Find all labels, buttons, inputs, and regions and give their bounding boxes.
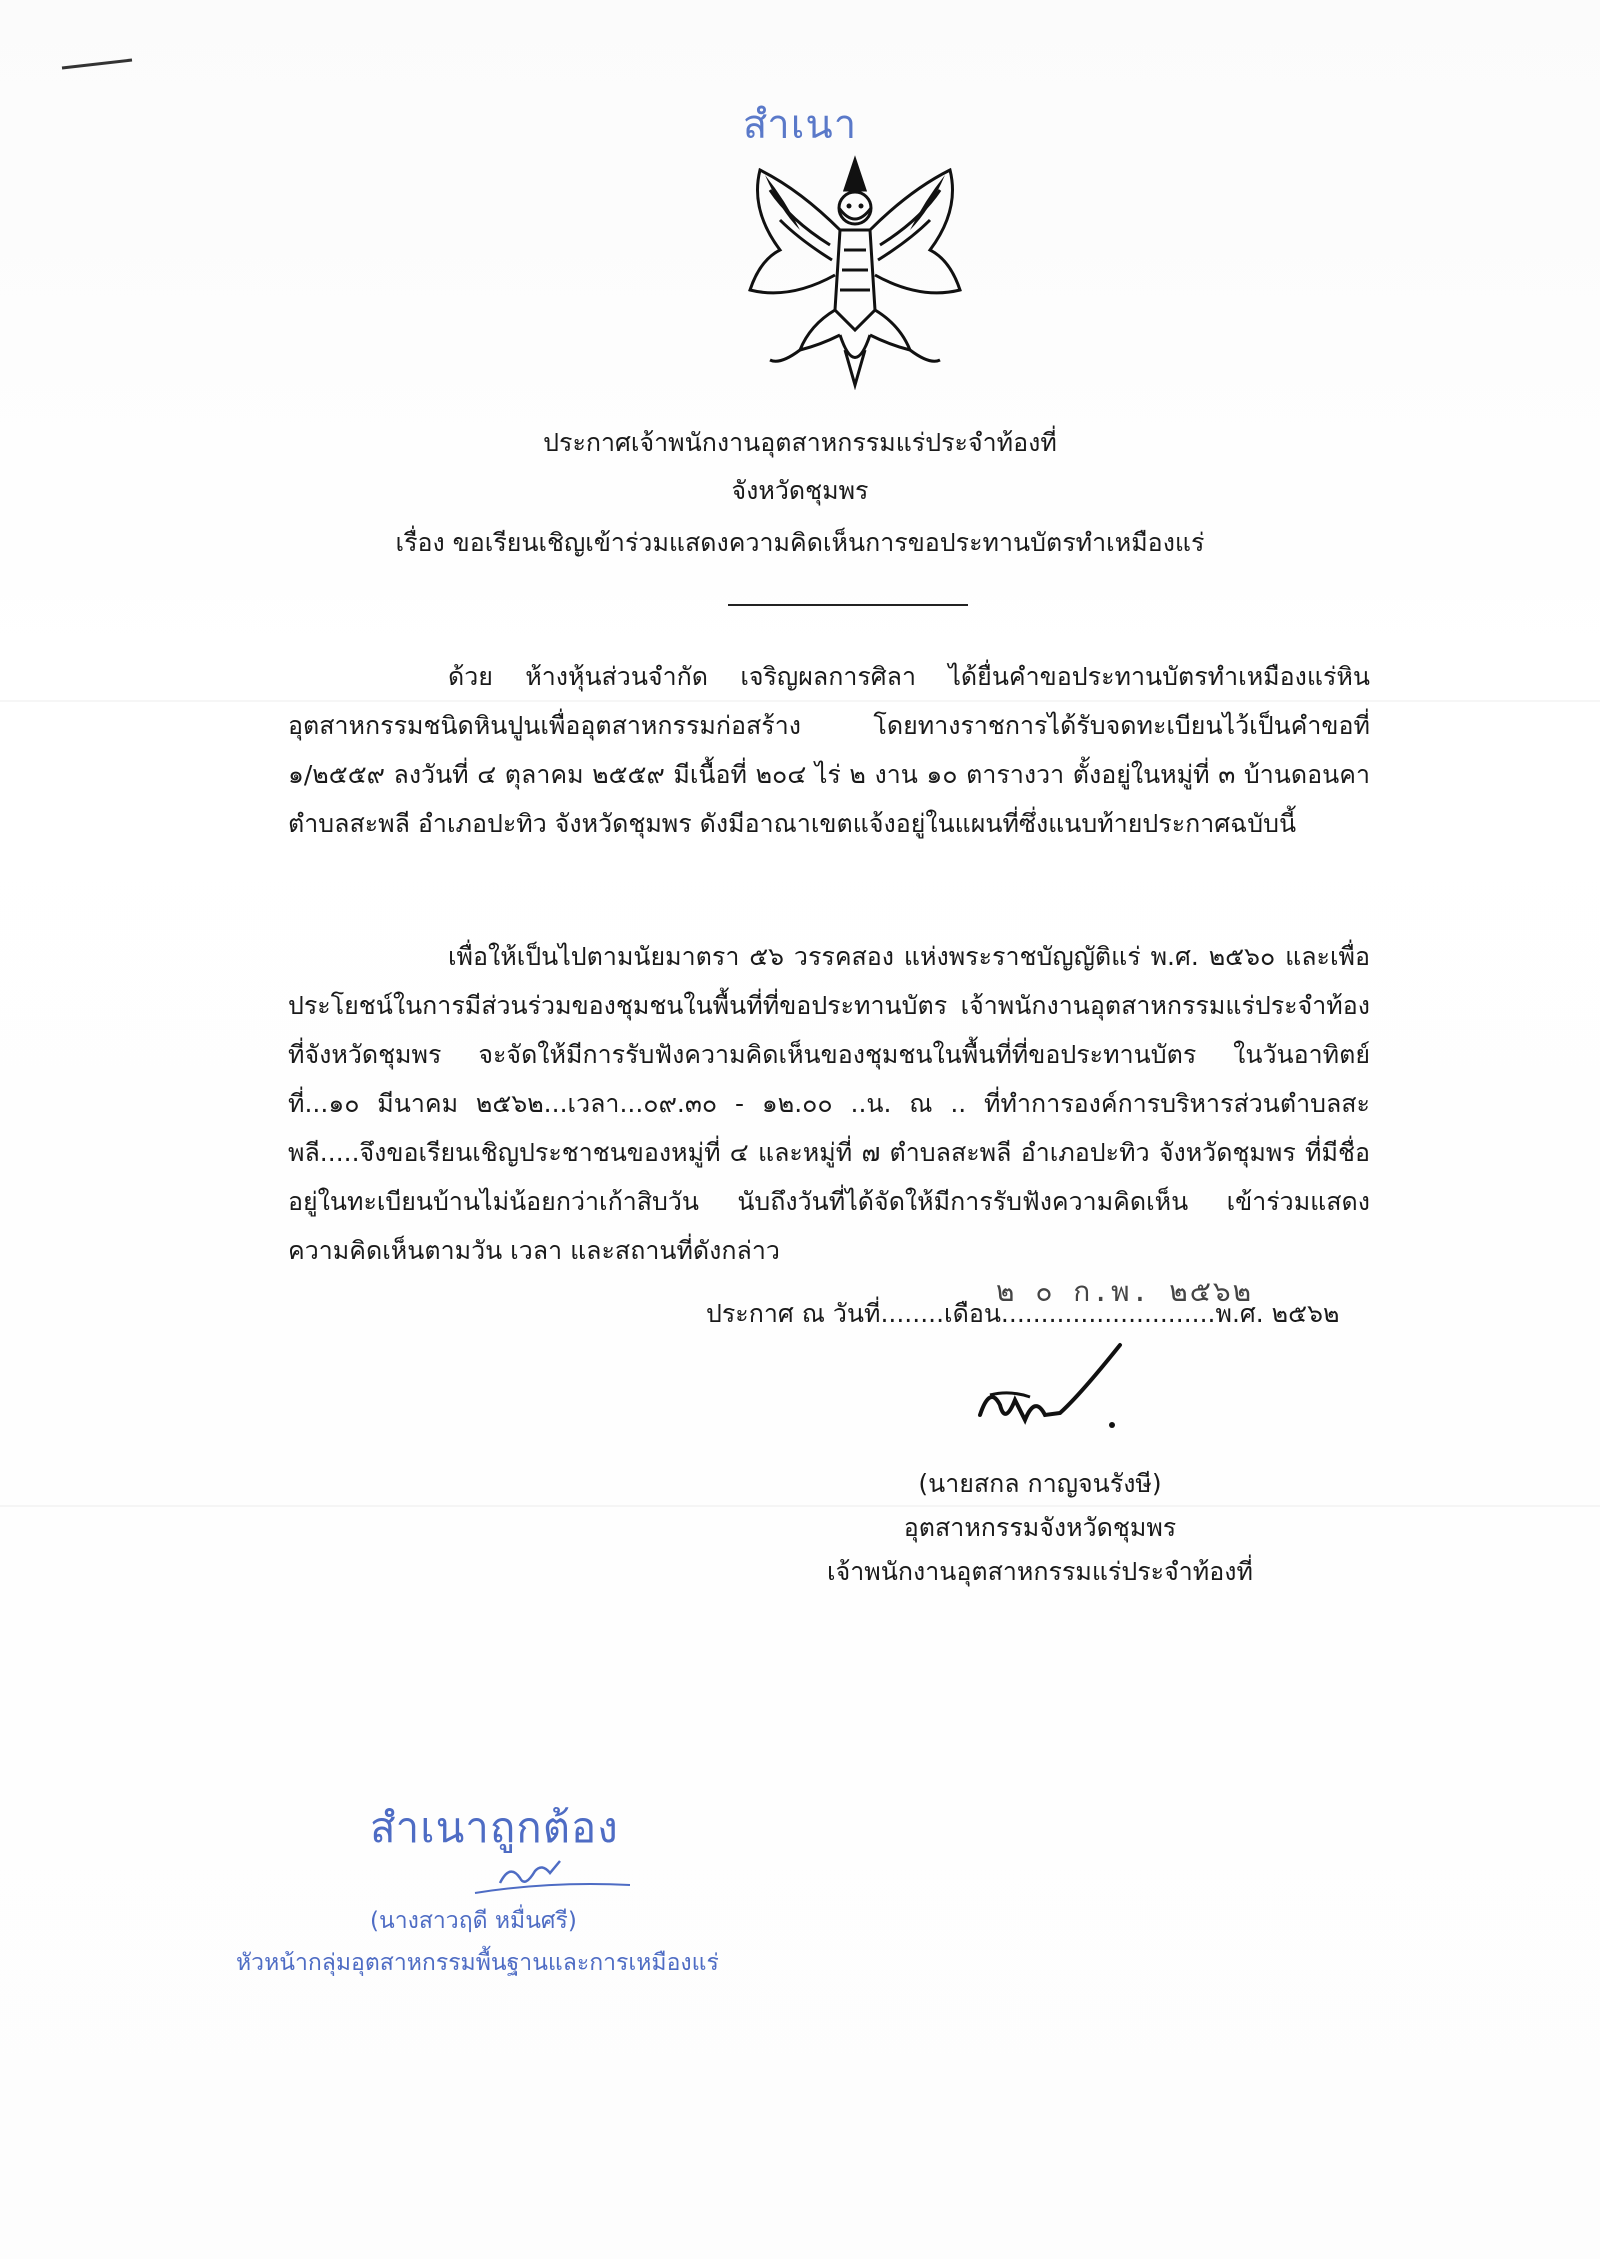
signatory-block [800,1462,1280,1594]
scan-mark [60,56,140,76]
garuda-emblem-icon [740,150,970,390]
signatory-position-2: เจ้าพนักงานอุตสาหกรรมแร่ประจำท้องที่ [827,1557,1253,1586]
certification-title: สำเนาถูกต้อง [370,1803,619,1852]
certifier-initials-mark [470,1843,630,1903]
body-paragraph-2: เพื่อให้เป็นไปตามนัยมาตรา ๕๖ วรรคสอง แห่งพระราชบัญญัติแร่ พ.ศ. ๒๕๖๐ และเพื่อประโยชน์ในการมีส่วนร่วมของชุมชนในพื้นที่ที่ขอประทานบัตร เจ้าพนักงานอุตสาหกรรมแร่ประจำท้องที่จังหวัดชุมพร จะจัดให้มีการรับฟังความคิดเห็นของชุมชนในพื้นที่ที่ขอประทานบัตร ในวันอาทิตย์ที่...๑๐ มีนาคม ๒๕๖๒...เวลา...๐๙.๓๐ - ๑๒.๐๐ ..น. ณ .. ที่ทำการองค์การบริหารส่วนตำบลสะพลี.....จึงขอเรียนเชิญประชาชนของหมู่ที่ ๔ และหมู่ที่ ๗ ตำบลสะพลี อำเภอปะทิว จังหวัดชุมพร ที่มีชื่ออยู่ในทะเบียนบ้านไม่น้อยกว่าเก้าสิบวัน นับถึงวันที่ได้จัดให้มีการรับฟังความคิดเห็น เข้าร่วมแสดงความคิดเห็นตามวัน เวลา และสถานที่ดังกล่าว [288,942,1370,1265]
body-paragraph-1: ด้วย ห้างหุ้นส่วนจำกัด เจริญผลการศิลา ได้ยื่นคำขอประทานบัตรทำเหมืองแร่หินอุตสาหกรรมชนิดหินปูนเพื่ออุตสาหกรรมก่อสร้าง โดยทางราชการได้รับจดทะเบียนไว้เป็นคำขอที่ ๑/๒๕๕๙ ลงวันที่ ๔ ตุลาคม ๒๕๕๙ มีเนื้อที่ ๒๐๔ ไร่ ๒ งาน ๑๐ ตารางวา ตั้งอยู่ในหมู่ที่ ๓ บ้านดอนคา ตำบลสะพลี อำเภอปะทิว จังหวัดชุมพร ดังมีอาณาเขตแจ้งอยู่ในแผนที่ซึ่งแนบท้ายประกาศฉบับนี้ [288,662,1370,838]
announcement-title: ประกาศเจ้าพนักงานอุตสาหกรรมแร่ประจำท้องที่ [543,428,1057,457]
certifier-position: หัวหน้ากลุ่มอุตสาหกรรมพื้นฐานและการเหมืองแร่ [236,1950,719,1976]
date-stamp: ๒ ๐ ก.พ. ๒๕๖๒ [996,1275,1254,1308]
subject-line: เรื่อง ขอเรียนเชิญเข้าร่วมแสดงความคิดเห็นการขอประทานบัตรทำเหมืองแร่ [395,528,1205,557]
signatory-position-1: อุตสาหกรรมจังหวัดชุมพร [903,1513,1177,1542]
signatory-name: (นายสกล กาญจนรังษี) [918,1469,1162,1498]
signature-mark [970,1335,1130,1445]
copy-stamp: สำเนา [742,102,858,148]
province-title: จังหวัดชุมพร [731,476,869,505]
title-rule [728,604,968,606]
announcement-date-line: ประกาศ ณ วันที่........เดือน...........................พ.ศ. ๒๕๖๒ [706,1299,1340,1328]
certifier-name: (นางสาวฤดี หมื่นศรี) [370,1908,577,1934]
